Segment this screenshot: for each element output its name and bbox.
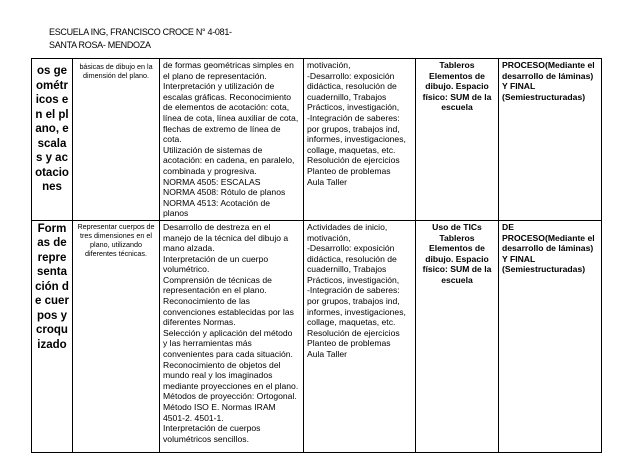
content-line: de formas geométricas simples en: [163, 60, 294, 70]
objective-cell: Representar cuerpos de tres dimensiones en el plano, utilizando diferentes técnicas.: [73, 220, 160, 452]
content-line: convenciones establecidas por las: [163, 306, 294, 317]
activity-line: por grupos, trabajos ind,: [307, 296, 400, 307]
content-line: y las herramientas más: [163, 338, 252, 349]
activity-line: informes, investigaciones,: [307, 134, 406, 145]
activity-line: Planteo de problemas: [307, 338, 391, 349]
content-line: Desarrollo de destreza en el: [163, 221, 271, 232]
content-line: de elementos de acotación: cota,: [163, 102, 290, 113]
activity-line: collage, maquetas, etc.: [307, 144, 396, 155]
activities-cell: [304, 220, 416, 452]
content-line: Reconocimiento de las: [163, 296, 250, 307]
content-line: mano alzada.: [163, 243, 215, 254]
planning-table: [31, 58, 602, 453]
content-line: línea de cota, línea auxiliar de cota,: [163, 112, 299, 123]
activity-line: -Integración de saberes:: [307, 112, 400, 123]
content-line: diferentes Normas.: [163, 317, 236, 328]
content-line: Comprensión de técnicas de: [163, 274, 272, 285]
content-line: acotación: en cadena, en paralelo,: [163, 155, 295, 166]
activity-line: didáctica, resolución de: [307, 81, 397, 92]
activity-line: Actividades de inicio,: [307, 221, 388, 232]
activity-line: Resolución de ejercicios: [307, 327, 400, 338]
content-line: mundo real y los imaginados: [163, 370, 273, 381]
school-location: SANTA ROSA- MENDOZA: [49, 40, 151, 50]
content-line: Método ISO E. Normas IRAM: [163, 402, 276, 412]
activity-line: -Integración de saberes:: [307, 285, 400, 296]
table-row: [32, 59, 602, 221]
activities-cell: [304, 59, 416, 221]
content-line: Utilización de sistemas de: [163, 144, 263, 155]
content-line: Selección y aplicación del método: [163, 327, 293, 338]
activity-line: Planteo de problemas: [307, 165, 391, 176]
topic-cell: os geométricos en el plano, escalas y acotaciones: [32, 59, 73, 221]
content-line: Interpretación de cuerpos: [163, 423, 261, 434]
activity-line: motivación,: [307, 232, 351, 243]
activity-line: cuadernillo, Trabajos: [307, 91, 387, 102]
content-cell: [160, 220, 304, 452]
content-line: 4501-2. 4501-1.: [163, 412, 224, 423]
evaluation-cell: PROCESO(Mediante el desarrollo de láminas) Y FINAL (Semiestructuradas): [499, 59, 602, 221]
content-line: cota.: [163, 134, 182, 145]
content-line: NORMA 4513: Acotación de: [163, 197, 271, 208]
content-line: el plano de representación.: [163, 70, 267, 81]
content-line: manejo de la técnica del dibujo a: [163, 232, 289, 243]
document-header: [49, 26, 232, 52]
content-line: NORMA 4508: Rótulo de planos: [163, 187, 286, 198]
activity-line: motivación,: [307, 60, 351, 70]
activity-line: collage, maquetas, etc.: [307, 317, 396, 328]
activity-line: Aula Taller: [307, 349, 347, 360]
content-line: planos: [163, 208, 189, 219]
evaluation-cell: DE PROCESO(Mediante el desarrollo de láminas) Y FINAL (Semiestructuradas): [499, 220, 602, 452]
activity-line: informes, investigaciones,: [307, 306, 406, 317]
content-line: mediante proyecciones en el plano.: [163, 380, 299, 391]
content-cell: [160, 59, 304, 221]
activity-line: por grupos, trabajos ind,: [307, 123, 400, 134]
content-line: Reconocimiento de objetos del: [163, 359, 281, 370]
objective-cell: básicas de dibujo en la dimensión del plano.: [73, 59, 160, 221]
resources-cell: Tableros Elementos de dibujo. Espacio físico: SUM de la escuela: [416, 59, 499, 221]
content-line: NORMA 4505: ESCALAS: [163, 176, 261, 187]
activity-line: cuadernillo, Trabajos: [307, 264, 387, 275]
activity-line: Prácticos, investigación,: [307, 102, 400, 113]
content-line: escalas gráficas. Reconocimiento: [163, 91, 292, 102]
activity-line: -Desarrollo: exposición: [307, 243, 395, 254]
content-line: volumétrico.: [163, 264, 210, 275]
content-line: representación en el plano.: [163, 285, 267, 296]
activity-line: Aula Taller: [307, 176, 347, 187]
table-row: [32, 220, 602, 452]
activity-line: Resolución de ejercicios: [307, 155, 400, 166]
content-line: volumétricos sencillos.: [163, 433, 249, 444]
content-line: combinada y progresiva.: [163, 165, 257, 176]
activity-line: -Desarrollo: exposición: [307, 70, 395, 81]
content-line: Interpretación y utilización de: [163, 81, 275, 92]
content-line: Métodos de proyección: Ortogonal.: [163, 391, 297, 402]
content-line: Interpretación de un cuerpo: [163, 253, 269, 264]
activity-line: Prácticos, investigación,: [307, 274, 400, 285]
content-line: convenientes para cada situación.: [163, 349, 293, 360]
activity-line: didáctica, resolución de: [307, 253, 397, 264]
topic-cell: Formas de representación de cuerpos y croquizado: [32, 220, 73, 452]
school-name: ESCUELA ING, FRANCISCO CROCE N° 4-081-: [49, 27, 232, 37]
resources-cell: Uso de TICs Tableros Elementos de dibujo. Espacio físico: SUM de la escuela: [416, 220, 499, 452]
content-line: flechas de extremo de línea de: [163, 123, 281, 134]
